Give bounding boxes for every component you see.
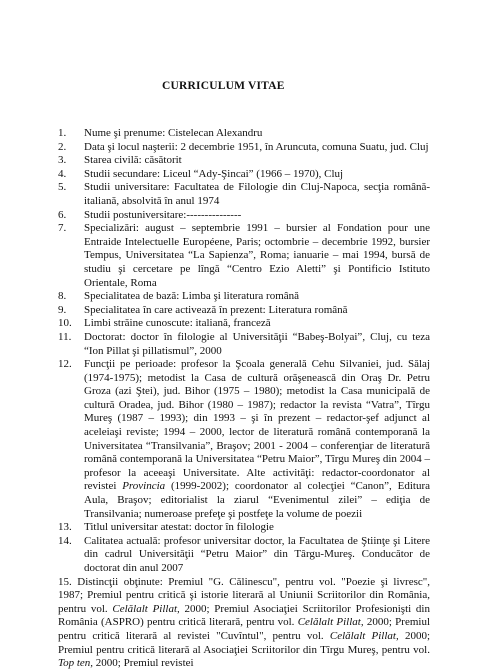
item-number: 3.	[58, 154, 67, 167]
list-item	[58, 576, 430, 671]
item-number: 4.	[58, 167, 67, 180]
italic-title: Celălalt Pillat,	[329, 629, 399, 642]
item-number: 9.	[58, 303, 67, 316]
item-text: Specialitatea de bază: Limba şi literatura română	[84, 290, 300, 303]
item-number: 15.	[58, 575, 72, 588]
item-text: Studii universitare: Facultatea de Filologie din Cluj-Napoca, secţia română-italiană, absolvită în anul 1974	[84, 181, 430, 207]
item-text-part: 2000; Premiul pentru critică literară al revistei "Cuvîntul", pentru vol.	[58, 616, 430, 642]
item-text-part: Distincţii obţinute: Premiul "G. Călinescu", pentru vol. "Poezie şi livresc", 1987; Premiul pentru critică şi istorie literară al Uniunii Scriitorilor din România, pentru vol.	[58, 575, 430, 615]
item-text-part: Funcţii pe perioade: profesor la Şcoala generală Cehu Silvaniei, jud. Sălaj (1974-1975); metodist la Casa de cultură orăşenească din Oraş Dr. Petru Groza (azi Ştei), jud. Bihor (1975 – 1980); metodist la Casa municipală de cultură Oradea, jud. Bihor (1980 – 1987); redactor la revista “Vatra”, Tîrgu Mureş (1987 – 1993); din 1993 – şi în prezent – redactor-şef adjunct al aceleiaşi reviste; 1994 – 2000, lector de literatură română contemporană la Universitatea “Transilvania”, Braşov; 2001 - 2004 – conferenţiar de literatură română contemporană la Universitatea “Petru Maior”, Tîrgu Mureş din 2004 – profesor la aceeaşi Universitate. Alte activităţi: redactor-coordonator al revistei	[84, 358, 430, 493]
item-number: 1.	[58, 127, 67, 139]
list-item	[58, 521, 430, 535]
italic-title: Celălalt Pillat,	[297, 616, 364, 629]
item-text: Data şi locul naşterii: 2 decembrie 1951, în Aruncuta, comuna Suatu, jud. Cluj	[84, 140, 429, 153]
list-item	[58, 535, 430, 576]
item-number: 13.	[58, 521, 72, 534]
item-number: 8.	[58, 290, 67, 303]
document-title: CURRICULUM VITAE	[162, 80, 285, 92]
item-text: Studii secundare: Liceul “Ady-Şincai” (1966 – 1970), Cluj	[84, 167, 344, 180]
italic-title: Celălalt Pillat,	[112, 602, 180, 615]
item-text: Titlul universitar atestat: doctor în filologie	[84, 521, 274, 534]
italic-title: Top ten,	[58, 657, 94, 670]
list-item	[58, 141, 430, 155]
item-text: Starea civilă: căsătorit	[84, 154, 182, 167]
item-number: 11.	[58, 330, 72, 343]
cv-list	[58, 127, 430, 671]
list-item	[58, 154, 430, 168]
list-item	[58, 304, 430, 318]
list-item	[58, 168, 430, 182]
item-text: Nume şi prenume: Cistelecan Alexandru	[84, 127, 263, 139]
item-number: 6.	[58, 208, 67, 221]
list-item	[58, 181, 430, 208]
item-number: 5.	[58, 181, 67, 194]
list-item	[58, 317, 430, 331]
item-text	[58, 576, 430, 670]
list-item	[58, 331, 430, 358]
item-number: 10.	[58, 317, 72, 330]
item-number: 14.	[58, 534, 72, 547]
item-number: 2.	[58, 140, 67, 153]
list-item	[58, 358, 430, 521]
item-text: Studii postuniversitare:---------------	[84, 208, 242, 221]
item-text: Calitatea actuală: profesor universitar doctor, la Facultatea de Ştiinţe şi Litere din cadrul Universităţii “Petru Maior” din Târgu-Mureş. Conducător de doctorat din anul 2007	[84, 534, 430, 574]
item-text-part: (1999-2002); coordonator al colecţiei “Canon”, Editura Aula, Braşov; editorialist la ziarul “Evenimentul zilei” – ediţia de Transilvania; numeroase prefeţe şi postfeţe la volume de poezii	[84, 480, 430, 520]
list-item	[58, 127, 430, 141]
italic-title: Provincia	[122, 480, 166, 493]
item-text: Limbi străine cunoscute: italiană, franceză	[84, 317, 271, 330]
list-item	[58, 290, 430, 304]
item-text: Specialitatea în care activează în prezent: Literatura română	[84, 303, 348, 316]
list-item	[58, 209, 430, 223]
item-text-part: 2000; Premiul revistei	[93, 657, 194, 670]
item-number: 7.	[58, 222, 67, 235]
item-text: Doctorat: doctor în filologie al Universităţii “Babeş-Bolyai”, Cluj, cu teza “Ion Pillat şi pillatismul”, 2000	[84, 330, 430, 357]
item-text-part: 2000; Premiul pentru critică literară al Asociaţiei Scriitorilor din Tîrgu Mureş, pentru vol.	[58, 629, 431, 656]
item-text-part: 2000; Premiul Asociaţiei Scriitorilor Profesionişti din România (ASPRO) pentru critică literară, pentru vol.	[58, 602, 430, 629]
item-text	[84, 358, 430, 521]
item-number: 12.	[58, 358, 72, 371]
list-item	[58, 222, 430, 290]
item-text: Specializări: august – septembrie 1991 – bursier al Fondation pour une Entraide Intelectuelle Européene, Paris; octombrie – decembrie 1992, bursier Tempus, Universitatea “La Sapienza”, Roma; ianuarie – mai 1994, bursă de studiu şi cercetare pe lîngă “Centro Ezio Aletti” şi Pontificio Istituto Orientale, Roma	[84, 222, 430, 289]
